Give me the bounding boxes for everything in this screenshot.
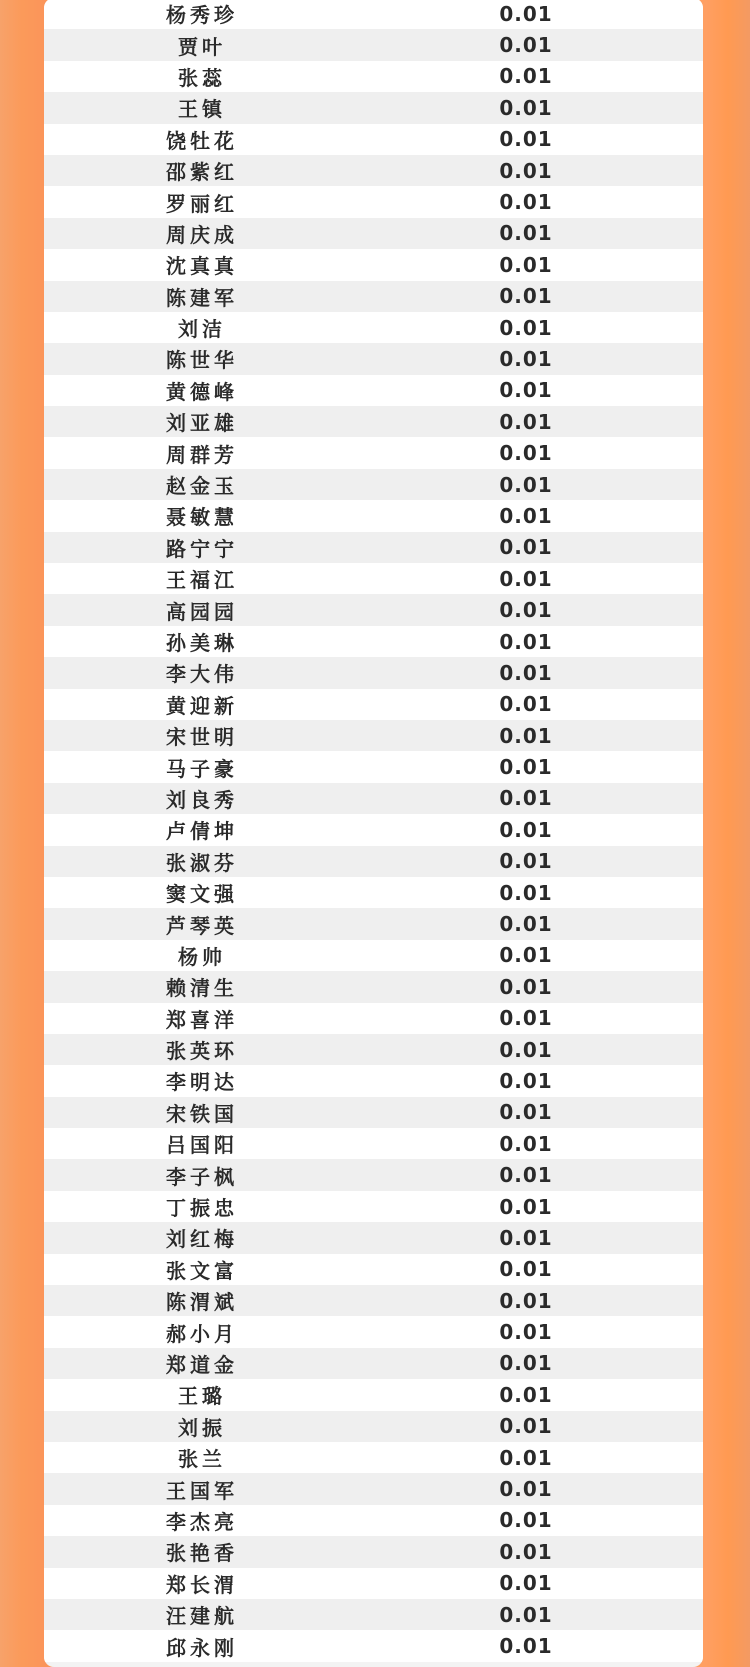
donation-amount: 0.01 [499, 1445, 553, 1470]
donation-amount: 0.01 [499, 880, 553, 905]
donation-amount: 0.01 [499, 1068, 553, 1093]
donor-name: 赖清生 [166, 976, 238, 1001]
donation-amount: 0.01 [499, 535, 553, 560]
donation-amount: 0.01 [499, 692, 553, 717]
donation-amount: 0.01 [499, 1006, 553, 1031]
donation-amount: 0.01 [499, 190, 553, 215]
donor-name: 孙美琳 [166, 631, 238, 655]
donation-amount: 0.01 [499, 1351, 553, 1376]
donor-name: 张艳香 [166, 1541, 238, 1566]
donor-name: 高园园 [166, 599, 238, 624]
donor-name: 黄德峰 [166, 379, 238, 404]
donation-amount: 0.01 [499, 503, 553, 528]
list-item [44, 563, 703, 594]
donor-name: 郑长渭 [166, 1572, 238, 1597]
donor-name: 聂敏慧 [166, 505, 238, 530]
donor-name: 张文富 [166, 1258, 238, 1283]
donor-name: 贾叶 [178, 34, 226, 59]
donation-amount: 0.01 [499, 1320, 553, 1345]
donation-amount: 0.01 [499, 33, 553, 58]
donor-name: 郝小月 [166, 1321, 238, 1346]
list-item [44, 375, 703, 406]
list-item [44, 846, 703, 877]
donor-name: 王璐 [178, 1384, 226, 1409]
list-item [44, 1159, 703, 1190]
donor-name: 刘红梅 [166, 1227, 238, 1252]
donor-name: 刘亚雄 [166, 411, 238, 436]
list-item [44, 1568, 703, 1599]
list-item [44, 1630, 703, 1661]
list-item [44, 1097, 703, 1128]
donation-amount: 0.01 [499, 221, 553, 246]
donation-amount: 0.01 [499, 1508, 553, 1533]
donor-name: 陈渭斌 [166, 1290, 238, 1315]
donation-amount: 0.01 [499, 1, 553, 26]
donor-name: 窦文强 [166, 882, 238, 907]
list-item [44, 343, 703, 374]
list-item [44, 594, 703, 625]
list-item [44, 249, 703, 280]
list-item [44, 1379, 703, 1410]
donation-amount: 0.01 [499, 95, 553, 120]
list-item [44, 908, 703, 939]
donation-amount: 0.01 [499, 1539, 553, 1564]
donor-name: 王镇 [178, 97, 226, 122]
list-item [44, 814, 703, 845]
list-item [44, 61, 703, 92]
list-item [44, 877, 703, 908]
donation-amount: 0.01 [499, 1288, 553, 1313]
donation-amount: 0.01 [499, 441, 553, 466]
donor-name: 吕国阳 [166, 1133, 238, 1158]
list-item [44, 1505, 703, 1536]
donation-amount: 0.01 [499, 1382, 553, 1407]
donor-name: 陈世华 [166, 348, 238, 373]
list-item [44, 689, 703, 720]
donation-amount: 0.01 [499, 315, 553, 340]
donor-name: 郑道金 [166, 1352, 238, 1377]
list-item [44, 0, 703, 29]
list-item [44, 124, 703, 155]
donation-amount: 0.01 [499, 1602, 553, 1627]
donor-name: 张蕊 [178, 65, 226, 90]
donation-amount: 0.01 [499, 252, 553, 277]
donor-list [44, 0, 703, 1667]
donation-amount: 0.01 [499, 64, 553, 89]
list-item [44, 1128, 703, 1159]
list-item [44, 657, 703, 688]
donor-name: 郑喜洋 [166, 1007, 238, 1032]
list-item [44, 186, 703, 217]
donation-amount: 0.01 [499, 1257, 553, 1282]
list-item [44, 1034, 703, 1065]
donor-name: 赵金玉 [166, 474, 238, 499]
donation-amount: 0.01 [499, 1477, 553, 1502]
donor-name: 张淑芬 [166, 850, 238, 875]
donor-name: 李大伟 [166, 662, 238, 687]
donor-name: 刘良秀 [166, 787, 238, 812]
donation-amount: 0.01 [499, 346, 553, 371]
donor-name: 杨帅 [178, 944, 226, 969]
list-item [44, 971, 703, 1002]
list-item [44, 500, 703, 531]
list-item [44, 1254, 703, 1285]
list-item [44, 437, 703, 468]
list-item [44, 1348, 703, 1379]
donor-name: 王福江 [166, 568, 238, 593]
donation-amount: 0.01 [499, 1634, 553, 1658]
donor-name: 李明达 [166, 1070, 238, 1095]
donor-name: 刘振 [178, 1415, 226, 1440]
donation-amount: 0.01 [499, 755, 553, 780]
list-item [44, 1285, 703, 1316]
list-item [44, 312, 703, 343]
list-item [44, 1473, 703, 1504]
list-item [44, 1599, 703, 1630]
donation-amount: 0.01 [499, 378, 553, 403]
donor-name: 马子豪 [166, 756, 238, 781]
donor-name: 邵紫红 [166, 160, 238, 185]
donation-amount: 0.01 [499, 1163, 553, 1188]
donor-name: 宋世明 [166, 725, 238, 750]
list-item [44, 626, 703, 657]
donation-amount: 0.01 [499, 1194, 553, 1219]
donation-amount: 0.01 [499, 974, 553, 999]
list-item [44, 1536, 703, 1567]
donor-name: 张兰 [178, 1447, 226, 1472]
donation-amount: 0.01 [499, 660, 553, 685]
donor-name: 宋铁国 [166, 1101, 238, 1126]
list-item [44, 1411, 703, 1442]
donation-amount: 0.01 [499, 912, 553, 937]
donor-name: 饶牡花 [166, 128, 238, 153]
list-item [44, 1191, 703, 1222]
donor-name: 王国军 [166, 1478, 238, 1503]
donation-amount: 0.01 [499, 158, 553, 183]
donation-amount: 0.01 [499, 1100, 553, 1125]
list-item [44, 29, 703, 60]
list-item [44, 155, 703, 186]
donation-amount: 0.01 [499, 849, 553, 874]
list-item [44, 92, 703, 123]
list-item [44, 281, 703, 312]
list-item [44, 720, 703, 751]
donation-amount: 0.01 [499, 943, 553, 968]
donor-name: 丁振忠 [166, 1196, 238, 1221]
list-item [44, 783, 703, 814]
donor-name: 邱永刚 [166, 1635, 238, 1660]
donation-amount: 0.01 [499, 1225, 553, 1250]
donation-amount: 0.01 [499, 409, 553, 434]
donor-name: 周群芳 [166, 442, 238, 467]
donor-name: 李杰亮 [166, 1509, 238, 1534]
list-item [44, 406, 703, 437]
list-item [44, 218, 703, 249]
list-item [44, 1065, 703, 1096]
donation-amount: 0.01 [499, 1131, 553, 1156]
donor-name: 张英环 [166, 1039, 238, 1064]
list-item [44, 532, 703, 563]
donation-amount: 0.01 [499, 1414, 553, 1439]
donor-name: 杨秀珍 [166, 3, 238, 28]
donation-amount: 0.01 [499, 1571, 553, 1596]
donation-amount: 0.01 [499, 629, 553, 654]
donation-amount: 0.01 [499, 786, 553, 811]
donation-amount: 0.01 [499, 598, 553, 623]
donation-amount: 0.01 [499, 127, 553, 152]
donor-name: 罗丽红 [166, 191, 238, 216]
list-item [44, 469, 703, 500]
donation-amount: 0.01 [499, 284, 553, 309]
donation-amount: 0.01 [499, 817, 553, 842]
donor-name: 陈建军 [166, 285, 238, 310]
donor-name: 李子枫 [166, 1164, 238, 1189]
list-item [44, 1003, 703, 1034]
donation-amount: 0.01 [499, 472, 553, 497]
donation-amount: 0.01 [499, 1037, 553, 1062]
list-item [44, 940, 703, 971]
donor-name: 刘洁 [178, 317, 226, 342]
donation-amount: 0.01 [499, 566, 553, 591]
donor-name: 周庆成 [166, 222, 238, 247]
donor-name: 路宁宁 [166, 536, 238, 561]
list-item [44, 1316, 703, 1347]
list-item [44, 751, 703, 782]
donor-name: 汪建航 [166, 1604, 238, 1629]
list-item [44, 1222, 703, 1253]
donation-amount: 0.01 [499, 723, 553, 748]
list-item [44, 1442, 703, 1473]
donor-name: 卢倩坤 [166, 819, 238, 844]
donor-name: 沈真真 [166, 254, 238, 279]
donor-name: 芦琴英 [166, 913, 238, 938]
donor-name: 黄迎新 [166, 693, 238, 718]
